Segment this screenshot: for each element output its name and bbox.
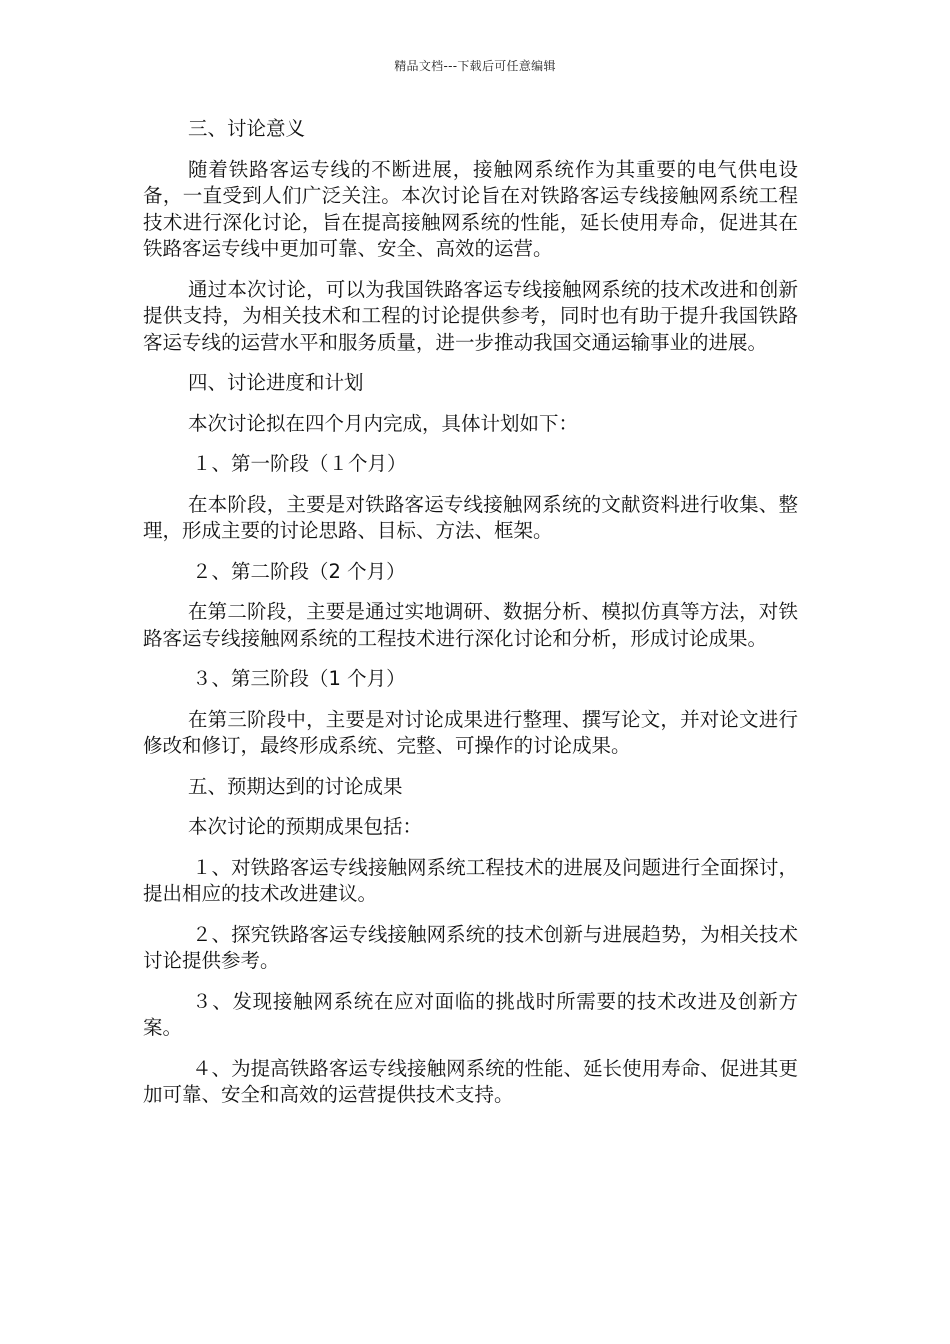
section-heading-significance: 三、讨论意义 <box>188 117 306 140</box>
section-heading-outcomes: 五、预期达到的讨论成果 <box>188 774 403 798</box>
outcome-item-1: １、对铁路客运专线接触网系统工程技术的进展及问题进行全面探讨，提出相应的技术改进建议。 <box>143 855 798 905</box>
outcome-item-4: ４、为提高铁路客运专线接触网系统的性能、延长使用寿命、促进其更加可靠、安全和高效的运营提供技术支持。 <box>143 1056 798 1106</box>
stage-2-heading: ２、第二阶段（2 个月） <box>192 559 406 583</box>
section-heading-schedule: 四、讨论进度和计划 <box>188 371 364 394</box>
paragraph-background: 随着铁路客运专线的不断进展，接触网系统作为其重要的电气供电设备，一直受到人们广泛关注。本次讨论旨在对铁路客运专线接触网系统工程技术进行深化讨论，旨在提高接触网系统的性能，延长使用寿命，促进其在铁路客运专线中更加可靠、安全、高效的运营。 <box>143 157 798 260</box>
stage-3-heading: ３、第三阶段（1 个月） <box>192 667 406 690</box>
paragraph-outcomes-intro: 本次讨论的预期成果包括： <box>188 815 423 838</box>
paragraph-schedule-intro: 本次讨论拟在四个月内完成，具体计划如下： <box>188 411 579 435</box>
outcome-item-2: ２、探究铁路客运专线接触网系统的技术创新与进展趋势，为相关技术讨论提供参考。 <box>143 922 798 972</box>
page-header: 精品文档---下载后可任意编辑 <box>394 59 556 73</box>
stage-3-text: 在第三阶段中，主要是对讨论成果进行整理、撰写论文，并对论文进行修改和修订，最终形成系统、完整、可操作的讨论成果。 <box>143 707 798 757</box>
document-body <box>143 116 798 1109</box>
stage-2-text: 在第二阶段，主要是通过实地调研、数据分析、模拟仿真等方法，对铁路客运专线接触网系统的工程技术进行深化讨论和分析，形成讨论成果。 <box>143 600 798 650</box>
paragraph-value: 通过本次讨论，可以为我国铁路客运专线接触网系统的技术改进和创新提供支持，为相关技术和工程的讨论提供参考，同时也有助于提升我国铁路客运专线的运营水平和服务质量，进一步推动我国交通运输事业的进展。 <box>143 277 798 354</box>
outcome-item-3: ３、发现接触网系统在应对面临的挑战时所需要的技术改进及创新方案。 <box>143 989 798 1039</box>
stage-1-heading: １、第一阶段（１个月） <box>192 452 407 475</box>
stage-1-text: 在本阶段，主要是对铁路客运专线接触网系统的文献资料进行收集、整理，形成主要的讨论思路、目标、方法、框架。 <box>143 492 798 542</box>
